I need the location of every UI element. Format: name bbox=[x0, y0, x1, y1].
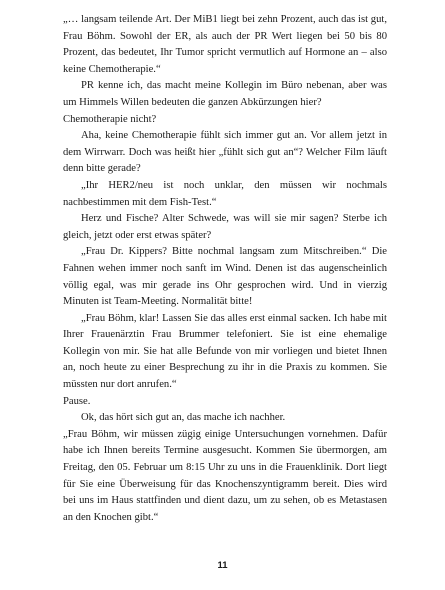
page-number: 11 bbox=[217, 560, 228, 571]
paragraph: „Frau Böhm, klar! Lassen Sie das alles erst einmal sacken. Ich habe mit Ihrer Frauenärztin Frau Brummer telefoniert. Sie ist eine ehemalige Kollegin von mir. Sie hat alle Befunde von mir vorliegen und bietet Ihnen an, noch heute zu einer Besprechung zu ihr in die Praxis zu kommen. Sie müssten nur dort anrufen.“ bbox=[63, 312, 387, 391]
paragraph: PR kenne ich, das macht meine Kollegin im Büro nebenan, aber was um Himmels Willen bedeuten die ganzen Abkürzungen hier? bbox=[63, 80, 387, 108]
paragraph: Ok, das hört sich gut an, das mache ich nachher. bbox=[81, 412, 286, 424]
paragraph: Aha, keine Chemotherapie fühlt sich immer gut an. Vor allem jetzt in dem Wirrwarr. Doch was heißt hier „fühlt sich gut an“? Welcher Film läuft denn bitte gerade? bbox=[63, 130, 387, 175]
paragraph: „Frau Dr. Kippers? Bitte nochmal langsam zum Mitschreiben.“ Die Fahnen wehen immer noch sanft im Wind. Denen ist das augenscheinlich völlig egal, was mir gerade ins Ohr gesprochen wird. Und in vierzig Minuten ist Team-Meeting. Normalität bitte! bbox=[63, 246, 387, 308]
body-text bbox=[63, 12, 387, 526]
paragraph: Pause. bbox=[63, 395, 91, 407]
paragraph: Chemotherapie nicht? bbox=[63, 113, 157, 125]
paragraph: „Frau Böhm, wir müssen zügig einige Untersuchungen vornehmen. Dafür habe ich Ihnen bereits Termine ausgesucht. Kommen Sie übermorgen, am Freitag, den 05. Februar um 8:15 Uhr zu uns in die Frauenklinik. Dort liegt für Sie eine Überweisung für das Knochenszyntigramm bereit. Dies wird bei uns im Haus stattfinden und dient dazu, um zu sehen, ob es Metastasen an den Knochen gibt.“ bbox=[63, 428, 387, 523]
paragraph: „Ihr HER2/neu ist noch unklar, den müssen wir nochmals nachbestimmen mit dem Fish-Test.“ bbox=[63, 179, 387, 208]
paragraph: „… langsam teilende Art. Der MiB1 liegt bei zehn Prozent, auch das ist gut, Frau Böhm. Sowohl der ER, als auch der PR Wert liegen bei 50 bis 80 Prozent, das bedeutet, Ihr Tumor spricht vermutlich auf Hormone an – also keine Chemotherapie.“ bbox=[63, 14, 387, 75]
paragraph: Herz und Fische? Alter Schwede, was will sie mir sagen? Sterbe ich gleich, jetzt oder erst etwas später? bbox=[63, 213, 387, 241]
